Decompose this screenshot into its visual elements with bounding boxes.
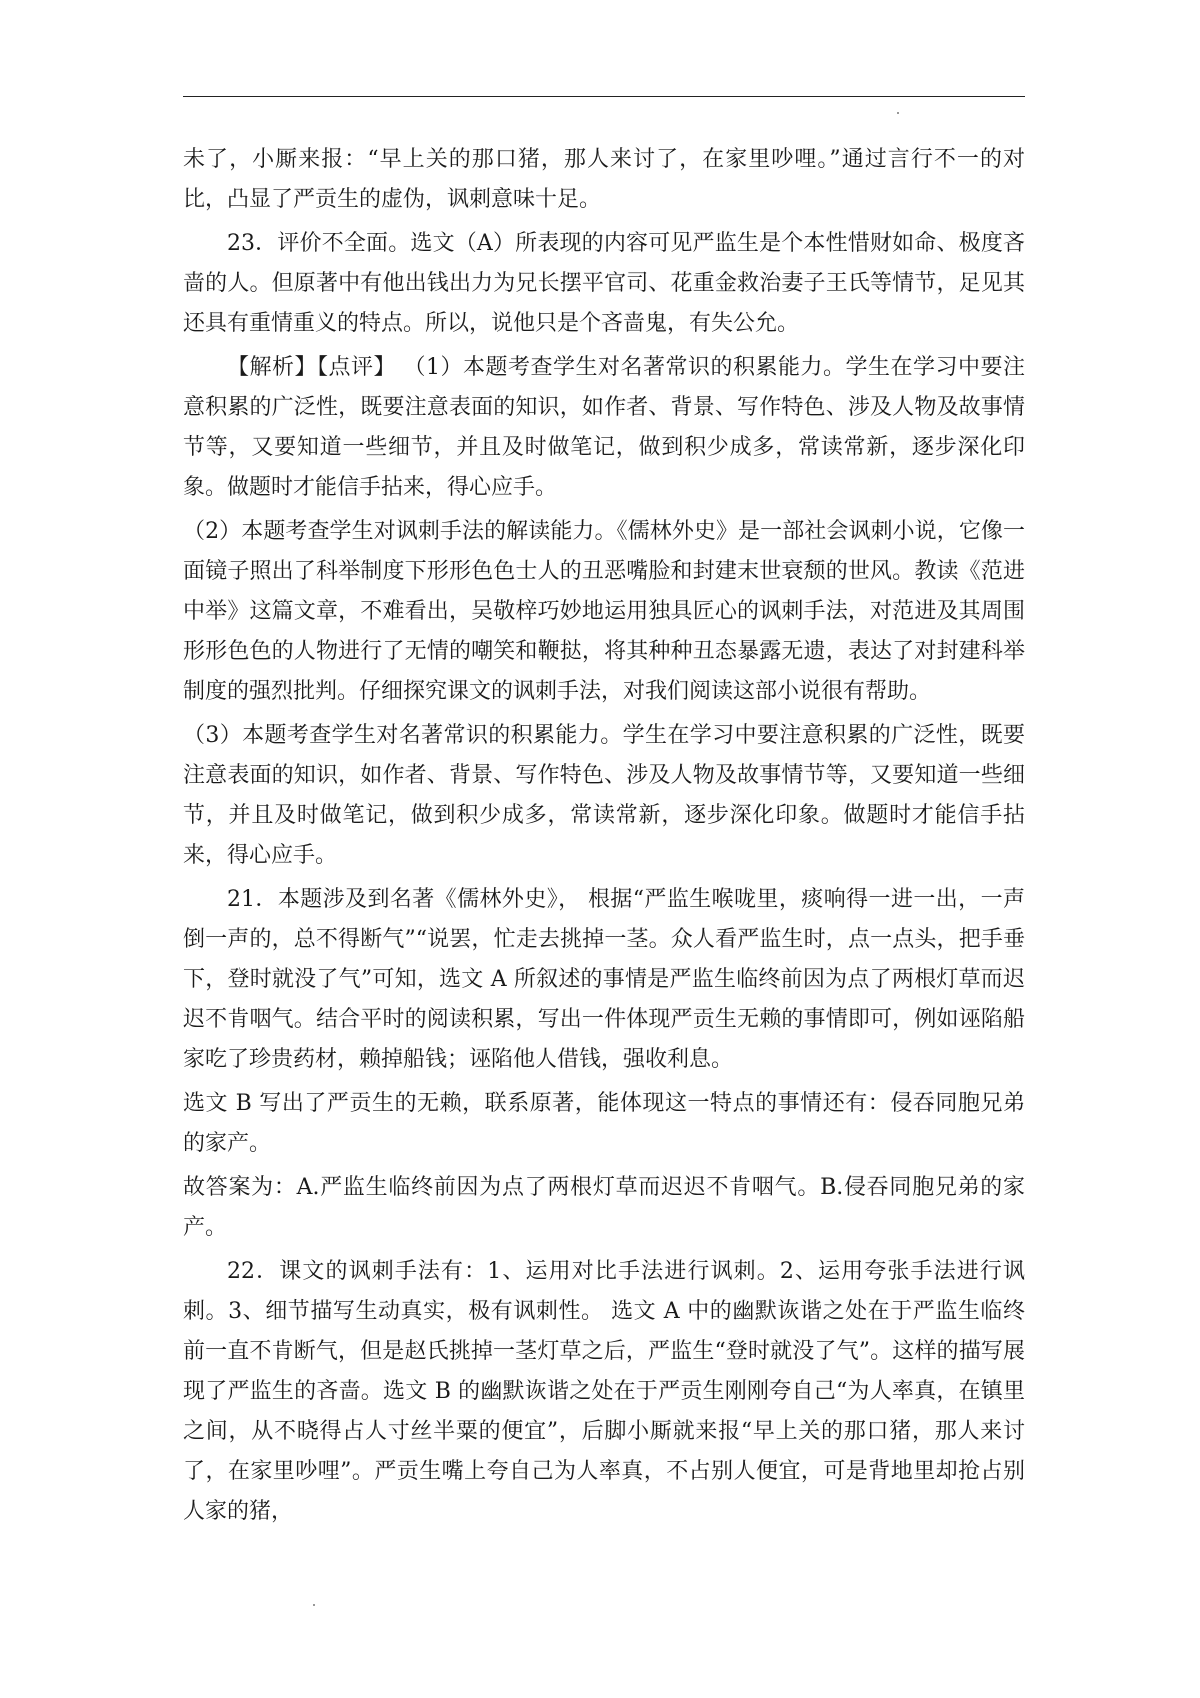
paragraph-answer-23: 23．评价不全面。选文（A）所表现的内容可见严监生是个本性惜财如命、极度吝啬的人。但原著中有他出钱出力为兄长摆平官司、花重金救治妻子王氏等情节，足见其还具有重情重义的特点。所以，说他只是个吝啬鬼，有失公允。: [183, 231, 1025, 336]
header-rule: [183, 96, 1025, 97]
document-body: [183, 140, 1025, 1536]
scan-speck: [313, 1604, 315, 1606]
paragraph-analysis-21: 21．本题涉及到名著《儒林外史》， 根据“严监生喉咙里，痰响得一进一出，一声倒一声的，总不得断气”“说罢，忙走去挑掉一茎。众人看严监生时，点一点头，把手垂下，登时就没了气”可知，选文 A 所叙述的事情是严监生临终前因为点了两根灯草而迟迟不肯咽气。结合平时的阅读积累，写出一件体现严贡生无赖的事情即可，例如诬陷船家吃了珍贵药材，赖掉船钱；诬陷他人借钱，强收利息。: [183, 887, 1025, 1072]
paragraph-analysis-22: 22．课文的讽刺手法有：1、运用对比手法进行讽刺。2、运用夸张手法进行讽刺。3、细节描写生动真实，极有讽刺性。 选文 A 中的幽默诙谐之处在于严监生临终前一直不肯断气，但是赵氏挑掉一茎灯草之后，严监生“登时就没了气”。这样的描写展现了严监生的吝啬。选文 B 的幽默诙谐之处在于严贡生刚刚夸自己“为人率真，在镇里之间，从不晓得占人寸丝半粟的便宜”，后脚小厮就来报“早上关的那口猪，那人来讨了，在家里吵哩”。严贡生嘴上夸自己为人率真，不占别人便宜，可是背地里却抢占别人家的猪，: [183, 1259, 1025, 1524]
paragraph-analysis-2: （2）本题考查学生对讽刺手法的解读能力。《儒林外史》是一部社会讽刺小说，它像一面镜子照出了科举制度下形形色色士人的丑恶嘴脸和封建末世衰颓的世风。教读《范进中举》这篇文章，不难看出，吴敬梓巧妙地运用独具匠心的讽刺手法，对范进及其周围形形色色的人物进行了无情的嘲笑和鞭挞，将其种种丑态暴露无遗，表达了对封建科举制度的强烈批判。仔细探究课文的讽刺手法，对我们阅读这部小说很有帮助。: [183, 519, 1025, 704]
paragraph-answer-21: 故答案为：A.严监生临终前因为点了两根灯草而迟迟不肯咽气。B.侵吞同胞兄弟的家产。: [183, 1175, 1025, 1240]
paragraph-analysis-21-b: 选文 B 写出了严贡生的无赖，联系原著，能体现这一特点的事情还有：侵吞同胞兄弟的家产。: [183, 1091, 1025, 1156]
paragraph-analysis-3: （3）本题考查学生对名著常识的积累能力。学生在学习中要注意积累的广泛性，既要注意表面的知识，如作者、背景、写作特色、涉及人物及故事情节等，又要知道一些细节，并且及时做笔记，做到积少成多，常读常新，逐步深化印象。做题时才能信手拈来，得心应手。: [183, 723, 1025, 868]
paragraph-analysis-1: 【解析】【点评】 （1）本题考查学生对名著常识的积累能力。学生在学习中要注意积累的广泛性，既要注意表面的知识，如作者、背景、写作特色、涉及人物及故事情节等，又要知道一些细节，并且及时做笔记，做到积少成多，常读常新，逐步深化印象。做题时才能信手拈来，得心应手。: [183, 355, 1025, 500]
paragraph-continuation: 未了，小厮来报：“早上关的那口猪，那人来讨了，在家里吵哩。”通过言行不一的对比，凸显了严贡生的虚伪，讽刺意味十足。: [183, 147, 1025, 212]
scan-speck: [897, 112, 899, 114]
